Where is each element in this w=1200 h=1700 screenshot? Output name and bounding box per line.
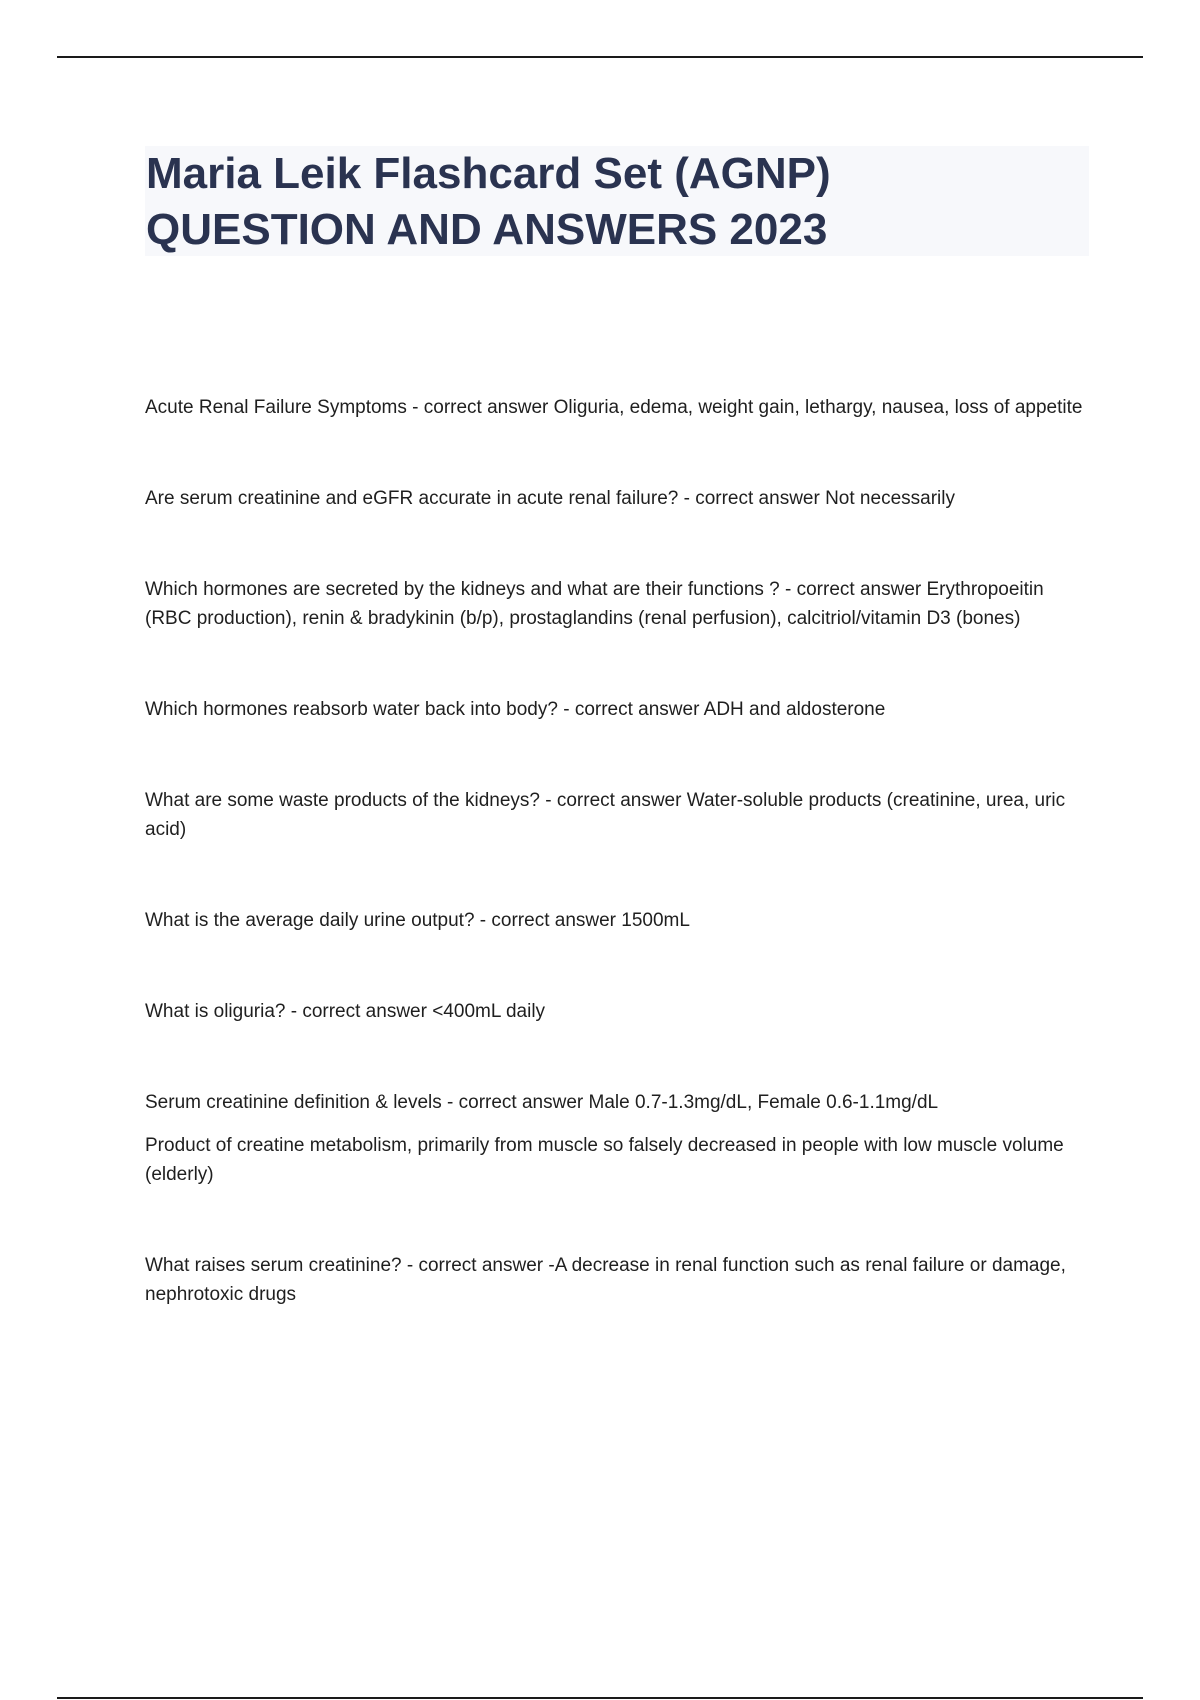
flashcard-entry-oliguria: What is oliguria? - correct answer <400mL daily <box>145 1001 546 1022</box>
flashcard-entry-kidney-waste-products: What are some waste products of the kidneys? - correct answer Water-soluble products (creatinine, urea, uric acid) <box>145 790 1066 840</box>
flashcard-entry-creatinine-egfr-accuracy: Are serum creatinine and eGFR accurate in acute renal failure? - correct answer Not necessarily <box>145 488 955 509</box>
flashcard-list <box>145 393 1085 1309</box>
flashcard-entry-serum-creatinine-levels: Serum creatinine definition & levels - correct answer Male 0.7-1.3mg/dL, Female 0.6-1.1mg/dL <box>145 1092 939 1113</box>
top-rule <box>57 56 1143 58</box>
flashcard-entry-raises-serum-creatinine: What raises serum creatinine? - correct answer -A decrease in renal function such as renal failure or damage, nephrotoxic drugs <box>145 1255 1066 1305</box>
document-title-block <box>145 146 1089 256</box>
flashcard-entry-acute-renal-failure-symptoms: Acute Renal Failure Symptoms - correct answer Oliguria, edema, weight gain, lethargy, nausea, loss of appetite <box>145 397 1083 418</box>
document-title-line-1: Maria Leik Flashcard Set (AGNP) <box>146 149 831 198</box>
document-title-line-2: QUESTION AND ANSWERS 2023 <box>146 205 828 254</box>
flashcard-entry-creatinine-metabolism-note: Product of creatine metabolism, primarily from muscle so falsely decreased in people with low muscle volume (elderly) <box>145 1135 1064 1185</box>
flashcard-entry-kidney-hormones: Which hormones are secreted by the kidneys and what are their functions ? - correct answer Erythropoeitin (RBC production), renin & bradykinin (b/p), prostaglandins (renal perfusion), calcitriol/vitamin D3 (bones) <box>145 579 1044 629</box>
bottom-rule <box>57 1697 1143 1699</box>
flashcard-entry-daily-urine-output: What is the average daily urine output? - correct answer 1500mL <box>145 910 690 931</box>
flashcard-entry-water-reabsorption-hormones: Which hormones reabsorb water back into body? - correct answer ADH and aldosterone <box>145 699 886 720</box>
